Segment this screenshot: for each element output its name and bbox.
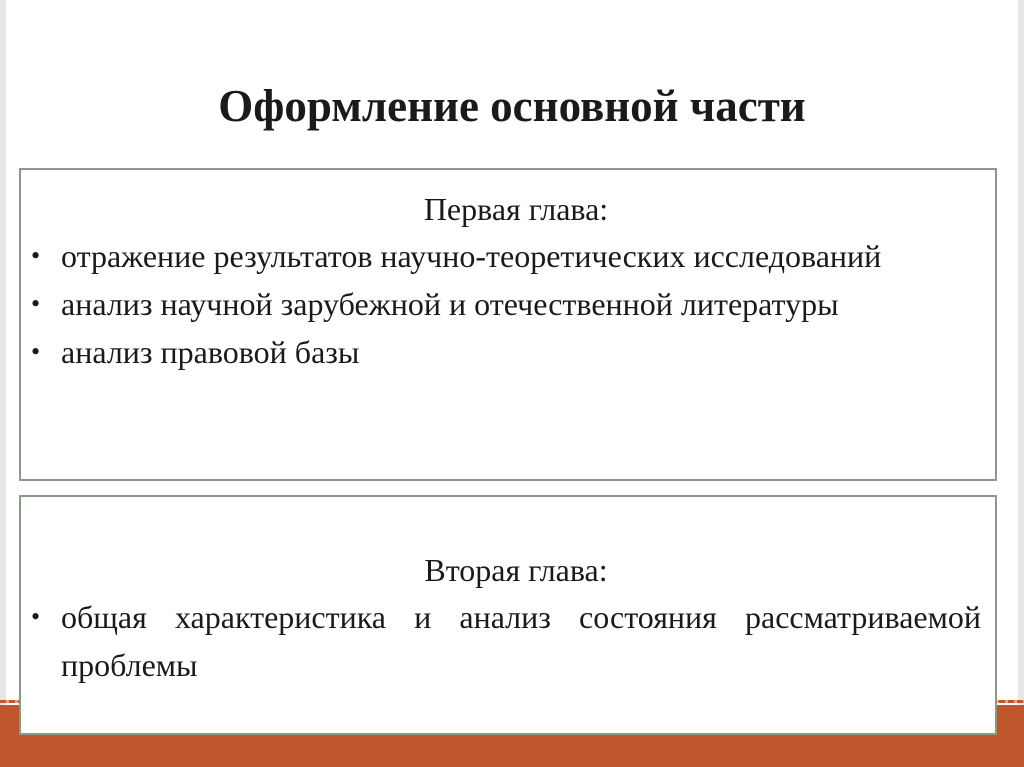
- list-item: [31, 328, 981, 376]
- bullet-icon: •: [31, 289, 41, 318]
- list-item: [31, 232, 981, 280]
- list-item-text: общая характеристика и анализ состояния рассматриваемой проблемы: [61, 599, 981, 683]
- bullet-icon: •: [31, 337, 41, 366]
- list-item-text: анализ правовой базы: [61, 334, 360, 370]
- section-box-first-chapter: [19, 168, 997, 481]
- section-box-second-chapter: [19, 495, 997, 735]
- bullet-icon: •: [31, 602, 41, 631]
- list-item-text: анализ научной зарубежной и отечественной литературы: [61, 286, 839, 322]
- bullet-list: [31, 232, 981, 376]
- list-item: [31, 280, 981, 328]
- bullet-list: [31, 593, 981, 689]
- section-heading: Первая глава:: [423, 191, 609, 227]
- list-item: [31, 593, 981, 689]
- section-heading: Вторая глава:: [424, 552, 608, 588]
- list-item-text: отражение результатов научно-теоретических исследований: [61, 238, 882, 274]
- page-title: Оформление основной части: [218, 81, 806, 131]
- bullet-icon: •: [31, 241, 41, 270]
